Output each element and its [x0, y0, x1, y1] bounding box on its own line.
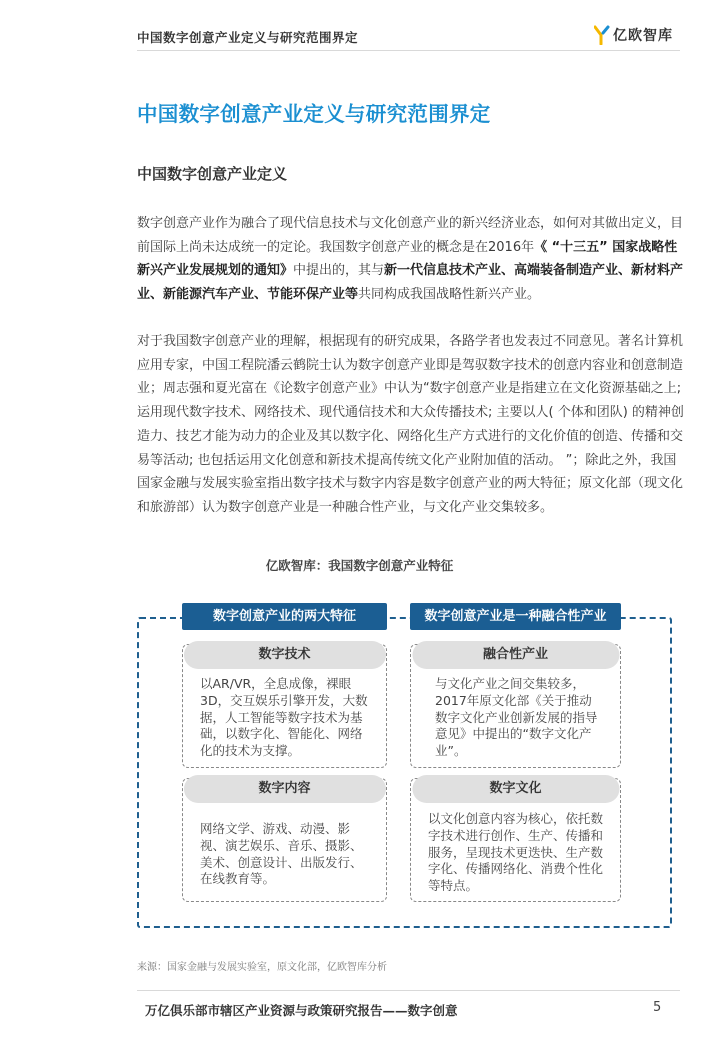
- para1-text-1: 数字创意产业作为融合了现代信息技术与文化创意产业的新兴经济业态，如何对其做出定义，目前国际上尚未达成统一的定论。我国数字创意产业的概念是在2016年: [137, 216, 684, 255]
- page-title: 中国数字创意产业定义与研究范围界定: [137, 102, 491, 126]
- card-text: 以AR/VR，全息成像，裸眼3D，交互娱乐引擎开发，大数据，人工智能等数字技术为基础，以数字化、智能化、网络化的技术为支撑。: [200, 676, 368, 759]
- header-title: 中国数字创意产业定义与研究范围界定: [137, 30, 359, 45]
- header-divider: [137, 50, 680, 51]
- card-title: 数字文化: [412, 775, 619, 803]
- para1-bold-1: 《 “十三五” 国家战略性新兴产业发展规划的通知》: [137, 239, 678, 279]
- figure-source: 来源：国家金融与发展实验室，原文化部，亿欧智库分析: [137, 962, 387, 973]
- logo-icon: [594, 25, 610, 45]
- para1-text-3: 共同构成我国战略性新兴产业。: [358, 287, 541, 303]
- brand-logo: [594, 24, 673, 46]
- card-text: 与文化产业之间交集较多，2017年原文化部《关于推动数字文化产业创新发展的指导意见》中提出的“数字文化产业”。: [435, 676, 598, 759]
- card-text: 网络文学、游戏、动漫、影视、演艺娱乐、音乐、摄影、美术、创意设计、出版发行、在线教育等。: [200, 821, 363, 887]
- card-digital-culture: [410, 778, 621, 902]
- card-digital-technology: [182, 644, 387, 768]
- para1-text-2: 中提出的，其与: [293, 263, 385, 279]
- paragraph-understanding: 对于我国数字创意产业的理解，根据现有的研究成果，各路学者也发表过不同意见。著名计算机应用专家，中国工程院潘云鹤院士认为数字创意产业即是驾驭数字技术的创意内容业和创意制造业；周志强和夏光富在《论数字创意产业》中认为“数字创意产业是指建立在文化资源基础之上; 运用现代数字技术、网络技术、现代通信技术和大众传播技术; 主要以人( 个体和团队) 的精神创造力、技艺才能为动力的企业及其以数字化、网络化生产方式进行的文化价值的创造、传播和交易等活动; 也包括运用文化创意和新技术提高传统文化产业附加值的活动。 ”；除此之外，我国国家金融与发展实验室指出数字技术与数字内容是数字创意产业的两大特征；原文化部（现文化和旅游部）认为数字创意产业是一种融合性产业，与文化产业交集较多。: [137, 334, 684, 515]
- page-number: 5: [653, 1000, 662, 1015]
- footer-divider: [137, 990, 680, 991]
- paragraph-definition: [137, 212, 687, 307]
- card-title: 数字技术: [184, 641, 386, 669]
- para1-bold-2: 新一代信息技术产业、高端装备制造产业、新材料产业、新能源汽车产业、节能环保产业等: [137, 263, 684, 303]
- card-title: 数字内容: [184, 775, 386, 803]
- logo-text: 亿欧智库: [613, 28, 673, 44]
- right-column-header: 数字创意产业是一种融合性产业: [410, 603, 621, 630]
- card-convergent-industry: [410, 644, 621, 768]
- card-text: 以文化创意内容为核心，依托数字技术进行创作、生产、传播和服务，呈现技术更迭快、生产数字化、传播网络化、消费个性化等特点。: [428, 811, 604, 894]
- card-title: 融合性产业: [412, 641, 619, 669]
- section-title: 中国数字创意产业定义: [137, 165, 288, 183]
- footer-title: 万亿俱乐部市辖区产业资源与政策研究报告——数字创意: [145, 1003, 458, 1018]
- left-column-header: 数字创意产业的两大特征: [182, 603, 387, 630]
- figure-caption: 亿欧智库：我国数字创意产业特征: [265, 558, 454, 573]
- card-digital-content: [182, 778, 387, 902]
